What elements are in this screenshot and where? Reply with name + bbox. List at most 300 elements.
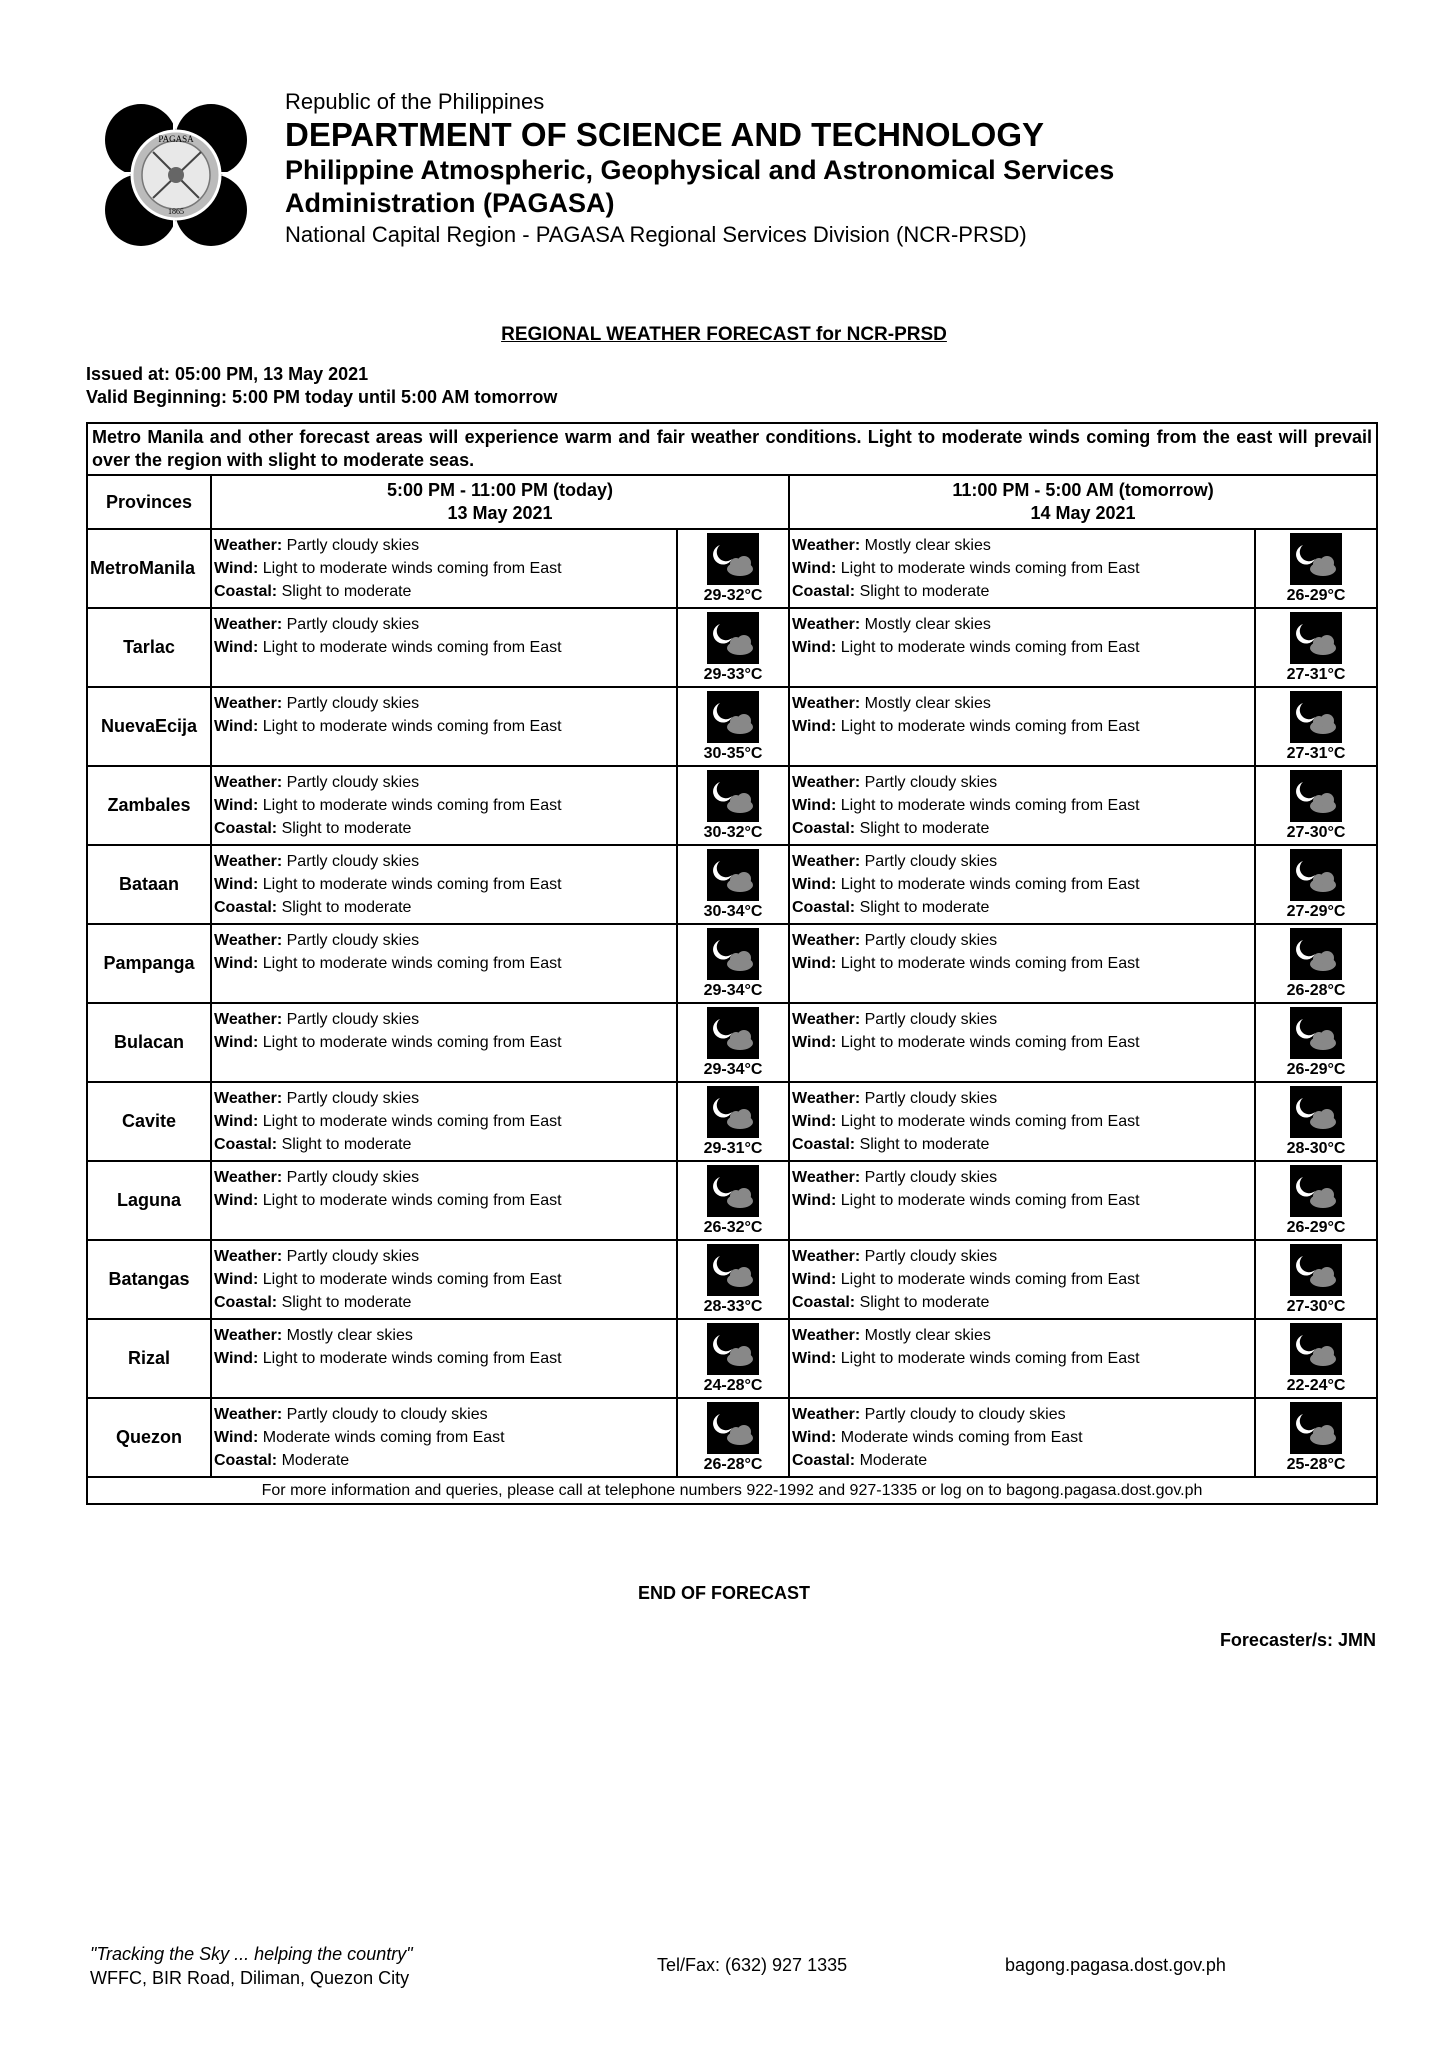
coastal-value: Moderate <box>859 1452 928 1469</box>
coastal-label: Coastal: <box>214 1136 278 1153</box>
night-partly-cloudy-icon <box>707 1244 759 1296</box>
temperature-range: 26-29°C <box>1286 1061 1346 1078</box>
period2-details <box>789 924 1255 1003</box>
weather-label: Weather: <box>792 1169 861 1186</box>
wind-label: Wind: <box>214 955 259 972</box>
night-partly-cloudy-icon <box>1290 1007 1342 1059</box>
weather-value: Partly cloudy skies <box>286 853 420 870</box>
province-name: Zambales <box>87 766 211 845</box>
period1-details <box>211 608 677 687</box>
province-name: Quezon <box>87 1398 211 1477</box>
province-row <box>87 1082 1377 1161</box>
weather-line <box>792 929 1252 952</box>
footer-tagline: "Tracking the Sky ... helping the country" <box>90 1944 413 1964</box>
coastal-value: Slight to moderate <box>859 899 990 916</box>
weather-line <box>214 613 674 636</box>
weather-label: Weather: <box>792 1248 861 1265</box>
period2-header <box>789 475 1377 529</box>
period1-details <box>211 1082 677 1161</box>
period1-details <box>211 1161 677 1240</box>
coastal-value: Slight to moderate <box>281 899 412 916</box>
info-row <box>87 1477 1377 1504</box>
coastal-value: Slight to moderate <box>859 583 990 600</box>
night-partly-cloudy-icon <box>707 1323 759 1375</box>
wind-line <box>792 1031 1252 1054</box>
coastal-label: Coastal: <box>214 899 278 916</box>
coastal-line <box>792 1291 1252 1314</box>
province-row <box>87 1319 1377 1398</box>
period2-icon-cell <box>1255 1319 1377 1398</box>
wind-label: Wind: <box>792 718 837 735</box>
weather-label: Weather: <box>214 616 283 633</box>
wind-value: Light to moderate winds coming from East <box>840 1271 1140 1288</box>
weather-line <box>214 1324 674 1347</box>
province-name: Rizal <box>87 1319 211 1398</box>
weather-label: Weather: <box>792 537 861 554</box>
weather-value: Partly cloudy skies <box>286 1248 420 1265</box>
night-partly-cloudy-icon <box>707 928 759 980</box>
coastal-line <box>214 817 674 840</box>
department-name: DEPARTMENT OF SCIENCE AND TECHNOLOGY <box>285 116 1045 153</box>
coastal-line <box>792 1133 1252 1156</box>
logo-text: PAGASA <box>158 134 194 144</box>
night-partly-cloudy-icon <box>1290 849 1342 901</box>
weather-line <box>214 1245 674 1268</box>
division-name: National Capital Region - PAGASA Regional Services Division (NCR-PRSD) <box>285 222 1027 247</box>
temperature-range: 28-30°C <box>1286 1140 1346 1157</box>
period2-icon-cell <box>1255 1082 1377 1161</box>
wind-value: Light to moderate winds coming from East <box>262 876 562 893</box>
weather-label: Weather: <box>792 853 861 870</box>
wind-value: Light to moderate winds coming from East <box>840 1113 1140 1130</box>
wind-value: Light to moderate winds coming from East <box>262 1113 562 1130</box>
wind-label: Wind: <box>214 1271 259 1288</box>
weather-label: Weather: <box>214 537 283 554</box>
wind-line <box>214 952 674 975</box>
weather-line <box>792 1403 1252 1426</box>
weather-line <box>214 1008 674 1031</box>
wind-value: Light to moderate winds coming from East <box>262 560 562 577</box>
end-of-forecast: END OF FORECAST <box>637 1583 810 1603</box>
weather-label: Weather: <box>214 853 283 870</box>
period2-icon-cell <box>1255 924 1377 1003</box>
wind-value: Light to moderate winds coming from East <box>840 1034 1140 1051</box>
period1-icon-cell <box>677 687 789 766</box>
night-partly-cloudy-icon <box>1290 1323 1342 1375</box>
temperature-range: 27-29°C <box>1286 903 1346 920</box>
issued-at: Issued at: 05:00 PM, 13 May 2021 <box>86 364 369 384</box>
province-name: Tarlac <box>87 608 211 687</box>
weather-label: Weather: <box>214 1406 283 1423</box>
province-row <box>87 687 1377 766</box>
province-name: MetroManila <box>87 529 211 608</box>
wind-line <box>792 1268 1252 1291</box>
temperature-range: 26-29°C <box>1286 1219 1346 1236</box>
temperature-range: 26-32°C <box>703 1219 763 1236</box>
wind-line <box>214 1426 674 1449</box>
temperature-range: 30-35°C <box>703 745 763 762</box>
weather-line <box>792 534 1252 557</box>
wind-line <box>214 636 674 659</box>
coastal-value: Moderate <box>281 1452 350 1469</box>
wind-value: Light to moderate winds coming from East <box>262 797 562 814</box>
wind-label: Wind: <box>792 955 837 972</box>
night-partly-cloudy-icon <box>707 770 759 822</box>
weather-label: Weather: <box>792 1406 861 1423</box>
summary-row <box>87 423 1377 475</box>
weather-line <box>792 1324 1252 1347</box>
temperature-range: 27-31°C <box>1286 666 1346 683</box>
night-partly-cloudy-icon <box>707 1007 759 1059</box>
province-row <box>87 529 1377 608</box>
period2-details <box>789 529 1255 608</box>
weather-value: Partly cloudy skies <box>286 695 420 712</box>
wind-label: Wind: <box>792 1350 837 1367</box>
coastal-label: Coastal: <box>792 899 856 916</box>
night-partly-cloudy-icon <box>1290 612 1342 664</box>
weather-line <box>792 1166 1252 1189</box>
footer-telfax: Tel/Fax: (632) 927 1335 <box>657 1955 848 1975</box>
period1-details <box>211 529 677 608</box>
weather-value: Partly cloudy skies <box>286 1011 420 1028</box>
weather-value: Partly cloudy skies <box>864 932 998 949</box>
weather-label: Weather: <box>792 616 861 633</box>
period2-details <box>789 1161 1255 1240</box>
wind-value: Light to moderate winds coming from East <box>262 1350 562 1367</box>
wind-value: Light to moderate winds coming from East <box>840 955 1140 972</box>
period2-icon-cell <box>1255 1161 1377 1240</box>
wind-line <box>214 715 674 738</box>
weather-line <box>214 771 674 794</box>
coastal-value: Slight to moderate <box>859 1294 990 1311</box>
period1-header <box>211 475 789 529</box>
wind-line <box>792 873 1252 896</box>
night-partly-cloudy-icon <box>1290 1165 1342 1217</box>
period1-icon-cell <box>677 845 789 924</box>
province-name: Bulacan <box>87 1003 211 1082</box>
province-row <box>87 766 1377 845</box>
agency-name-line2: Administration (PAGASA) <box>285 188 615 218</box>
period2-details <box>789 1240 1255 1319</box>
weather-label: Weather: <box>792 1327 861 1344</box>
period1-icon-cell <box>677 1161 789 1240</box>
period1-details <box>211 1319 677 1398</box>
wind-value: Light to moderate winds coming from East <box>840 876 1140 893</box>
province-name: Batangas <box>87 1240 211 1319</box>
weather-label: Weather: <box>214 1090 283 1107</box>
wind-line <box>792 1110 1252 1133</box>
temperature-range: 29-31°C <box>703 1140 763 1157</box>
night-partly-cloudy-icon <box>1290 1086 1342 1138</box>
night-partly-cloudy-icon <box>707 691 759 743</box>
night-partly-cloudy-icon <box>1290 770 1342 822</box>
night-partly-cloudy-icon <box>1290 691 1342 743</box>
wind-line <box>792 1426 1252 1449</box>
weather-line <box>214 534 674 557</box>
weather-label: Weather: <box>792 1011 861 1028</box>
weather-value: Partly cloudy skies <box>864 774 998 791</box>
weather-value: Partly cloudy skies <box>864 1248 998 1265</box>
coastal-label: Coastal: <box>792 1294 856 1311</box>
period1-icon-cell <box>677 924 789 1003</box>
header-row <box>87 475 1377 529</box>
coastal-label: Coastal: <box>792 1452 856 1469</box>
wind-label: Wind: <box>792 1192 837 1209</box>
weather-line <box>792 613 1252 636</box>
weather-label: Weather: <box>214 1327 283 1344</box>
wind-label: Wind: <box>792 1034 837 1051</box>
period2-icon-cell <box>1255 529 1377 608</box>
pagasa-logo <box>103 102 249 248</box>
wind-label: Wind: <box>214 718 259 735</box>
document-title: REGIONAL WEATHER FORECAST for NCR-PRSD <box>501 324 947 345</box>
temperature-range: 27-30°C <box>1286 1298 1346 1315</box>
period1-icon-cell <box>677 1240 789 1319</box>
period1-details <box>211 766 677 845</box>
province-row <box>87 924 1377 1003</box>
temperature-range: 25-28°C <box>1286 1456 1346 1473</box>
night-partly-cloudy-icon <box>1290 533 1342 585</box>
weather-label: Weather: <box>792 774 861 791</box>
temperature-range: 28-33°C <box>703 1298 763 1315</box>
temperature-range: 22-24°C <box>1286 1377 1346 1394</box>
coastal-label: Coastal: <box>214 1294 278 1311</box>
wind-label: Wind: <box>792 1429 837 1446</box>
footer-website: bagong.pagasa.dost.gov.ph <box>1005 1955 1226 1975</box>
weather-label: Weather: <box>792 695 861 712</box>
period2-details <box>789 1319 1255 1398</box>
province-row <box>87 608 1377 687</box>
wind-line <box>792 715 1252 738</box>
wind-line <box>792 952 1252 975</box>
weather-line <box>214 929 674 952</box>
coastal-label: Coastal: <box>214 583 278 600</box>
wind-value: Light to moderate winds coming from East <box>840 1192 1140 1209</box>
period2-details <box>789 766 1255 845</box>
wind-label: Wind: <box>214 1350 259 1367</box>
wind-line <box>792 794 1252 817</box>
wind-label: Wind: <box>214 1429 259 1446</box>
wind-label: Wind: <box>214 797 259 814</box>
period2-details <box>789 1398 1255 1477</box>
wind-label: Wind: <box>792 560 837 577</box>
weather-line <box>214 1087 674 1110</box>
weather-line <box>214 1403 674 1426</box>
province-row <box>87 1161 1377 1240</box>
weather-line <box>214 692 674 715</box>
footer-left <box>90 1942 413 1990</box>
wind-line <box>792 557 1252 580</box>
period2-icon-cell <box>1255 845 1377 924</box>
wind-line <box>214 873 674 896</box>
weather-value: Partly cloudy skies <box>286 537 420 554</box>
temperature-range: 26-29°C <box>1286 587 1346 604</box>
temperature-range: 27-31°C <box>1286 745 1346 762</box>
province-name: Pampanga <box>87 924 211 1003</box>
wind-value: Moderate winds coming from East <box>840 1429 1083 1446</box>
weather-value: Mostly clear skies <box>286 1327 413 1344</box>
night-partly-cloudy-icon <box>1290 1402 1342 1454</box>
forecast-table <box>86 422 1378 1505</box>
temperature-range: 27-30°C <box>1286 824 1346 841</box>
night-partly-cloudy-icon <box>707 533 759 585</box>
province-name: Cavite <box>87 1082 211 1161</box>
weather-value: Mostly clear skies <box>864 695 991 712</box>
province-name: NuevaEcija <box>87 687 211 766</box>
weather-line <box>792 771 1252 794</box>
night-partly-cloudy-icon <box>707 1402 759 1454</box>
province-name: Laguna <box>87 1161 211 1240</box>
period1-details <box>211 1240 677 1319</box>
period2-details <box>789 687 1255 766</box>
weather-line <box>214 850 674 873</box>
coastal-line <box>792 1449 1252 1472</box>
temperature-range: 30-32°C <box>703 824 763 841</box>
wind-line <box>792 1347 1252 1370</box>
wind-value: Light to moderate winds coming from East <box>840 560 1140 577</box>
period1-icon-cell <box>677 1319 789 1398</box>
wind-label: Wind: <box>214 1192 259 1209</box>
weather-label: Weather: <box>214 932 283 949</box>
wind-label: Wind: <box>214 1113 259 1130</box>
weather-value: Mostly clear skies <box>864 537 991 554</box>
wind-label: Wind: <box>792 1271 837 1288</box>
coastal-line <box>214 1133 674 1156</box>
coastal-label: Coastal: <box>214 820 278 837</box>
coastal-label: Coastal: <box>214 1452 278 1469</box>
wind-value: Light to moderate winds coming from East <box>262 639 562 656</box>
period2-icon-cell <box>1255 687 1377 766</box>
period2-date: 14 May 2021 <box>1030 503 1136 523</box>
forecast-summary: Metro Manila and other forecast areas will experience warm and fair weather conditions. Light to moderate winds coming from the east will prevail over the region with slight to moderate seas. <box>87 423 1377 475</box>
temperature-range: 29-32°C <box>703 587 763 604</box>
coastal-value: Slight to moderate <box>859 1136 990 1153</box>
wind-line <box>214 1031 674 1054</box>
weather-label: Weather: <box>214 774 283 791</box>
period2-icon-cell <box>1255 1003 1377 1082</box>
coastal-line <box>214 580 674 603</box>
wind-value: Light to moderate winds coming from East <box>840 718 1140 735</box>
temperature-range: 24-28°C <box>703 1377 763 1394</box>
period1-details <box>211 1398 677 1477</box>
period1-details <box>211 924 677 1003</box>
coastal-line <box>214 1449 674 1472</box>
wind-label: Wind: <box>214 639 259 656</box>
wind-line <box>214 794 674 817</box>
coastal-label: Coastal: <box>792 1136 856 1153</box>
weather-value: Partly cloudy skies <box>286 932 420 949</box>
weather-value: Partly cloudy to cloudy skies <box>286 1406 488 1423</box>
valid-period: Valid Beginning: 5:00 PM today until 5:00 AM tomorrow <box>86 387 558 407</box>
period1-details <box>211 1003 677 1082</box>
wind-label: Wind: <box>214 876 259 893</box>
temperature-range: 29-34°C <box>703 982 763 999</box>
wind-value: Light to moderate winds coming from East <box>840 797 1140 814</box>
weather-line <box>792 692 1252 715</box>
wind-value: Light to moderate winds coming from East <box>262 718 562 735</box>
wind-line <box>214 1268 674 1291</box>
wind-label: Wind: <box>792 639 837 656</box>
forecaster: Forecaster/s: JMN <box>1219 1630 1376 1650</box>
weather-value: Partly cloudy skies <box>286 616 420 633</box>
province-row <box>87 845 1377 924</box>
issue-info <box>86 363 557 409</box>
period2-icon-cell <box>1255 1240 1377 1319</box>
coastal-value: Slight to moderate <box>281 1136 412 1153</box>
wind-line <box>214 1110 674 1133</box>
weather-value: Mostly clear skies <box>864 616 991 633</box>
night-partly-cloudy-icon <box>707 1086 759 1138</box>
weather-label: Weather: <box>214 1248 283 1265</box>
weather-label: Weather: <box>214 1169 283 1186</box>
weather-value: Partly cloudy skies <box>286 1169 420 1186</box>
weather-value: Partly cloudy skies <box>864 853 998 870</box>
wind-value: Moderate winds coming from East <box>262 1429 505 1446</box>
weather-line <box>792 850 1252 873</box>
period1-details <box>211 845 677 924</box>
agency-name-line1: Philippine Atmospheric, Geophysical and Astronomical Services <box>285 155 1115 185</box>
period2-details <box>789 1082 1255 1161</box>
wind-line <box>792 636 1252 659</box>
weather-value: Partly cloudy skies <box>286 774 420 791</box>
coastal-line <box>214 1291 674 1314</box>
province-name: Bataan <box>87 845 211 924</box>
republic-line: Republic of the Philippines <box>285 89 545 114</box>
temperature-range: 29-34°C <box>703 1061 763 1078</box>
weather-label: Weather: <box>214 1011 283 1028</box>
period1-icon-cell <box>677 529 789 608</box>
weather-label: Weather: <box>214 695 283 712</box>
period2-icon-cell <box>1255 608 1377 687</box>
wind-value: Light to moderate winds coming from East <box>262 1192 562 1209</box>
period2-time: 11:00 PM - 5:00 AM (tomorrow) <box>952 480 1214 500</box>
weather-line <box>792 1245 1252 1268</box>
period1-icon-cell <box>677 1082 789 1161</box>
wind-line <box>214 1189 674 1212</box>
wind-label: Wind: <box>214 560 259 577</box>
weather-value: Partly cloudy skies <box>286 1090 420 1107</box>
logo-year: 1865 <box>168 207 184 216</box>
weather-value: Partly cloudy skies <box>864 1011 998 1028</box>
temperature-range: 30-34°C <box>703 903 763 920</box>
wind-value: Light to moderate winds coming from East <box>262 1271 562 1288</box>
period2-details <box>789 845 1255 924</box>
night-partly-cloudy-icon <box>707 849 759 901</box>
weather-value: Partly cloudy skies <box>864 1169 998 1186</box>
weather-label: Weather: <box>792 932 861 949</box>
coastal-value: Slight to moderate <box>281 1294 412 1311</box>
wind-label: Wind: <box>792 876 837 893</box>
period2-icon-cell <box>1255 1398 1377 1477</box>
period2-details <box>789 1003 1255 1082</box>
coastal-line <box>792 896 1252 919</box>
period1-icon-cell <box>677 1003 789 1082</box>
period2-details <box>789 608 1255 687</box>
weather-line <box>792 1008 1252 1031</box>
province-row <box>87 1398 1377 1477</box>
weather-line <box>792 1087 1252 1110</box>
wind-line <box>214 557 674 580</box>
weather-value: Partly cloudy skies <box>864 1090 998 1107</box>
weather-value: Mostly clear skies <box>864 1327 991 1344</box>
weather-line <box>214 1166 674 1189</box>
provinces-header: Provinces <box>87 475 211 529</box>
wind-label: Wind: <box>214 1034 259 1051</box>
period1-details <box>211 687 677 766</box>
period2-icon-cell <box>1255 766 1377 845</box>
period1-icon-cell <box>677 766 789 845</box>
letterhead <box>100 88 1360 268</box>
